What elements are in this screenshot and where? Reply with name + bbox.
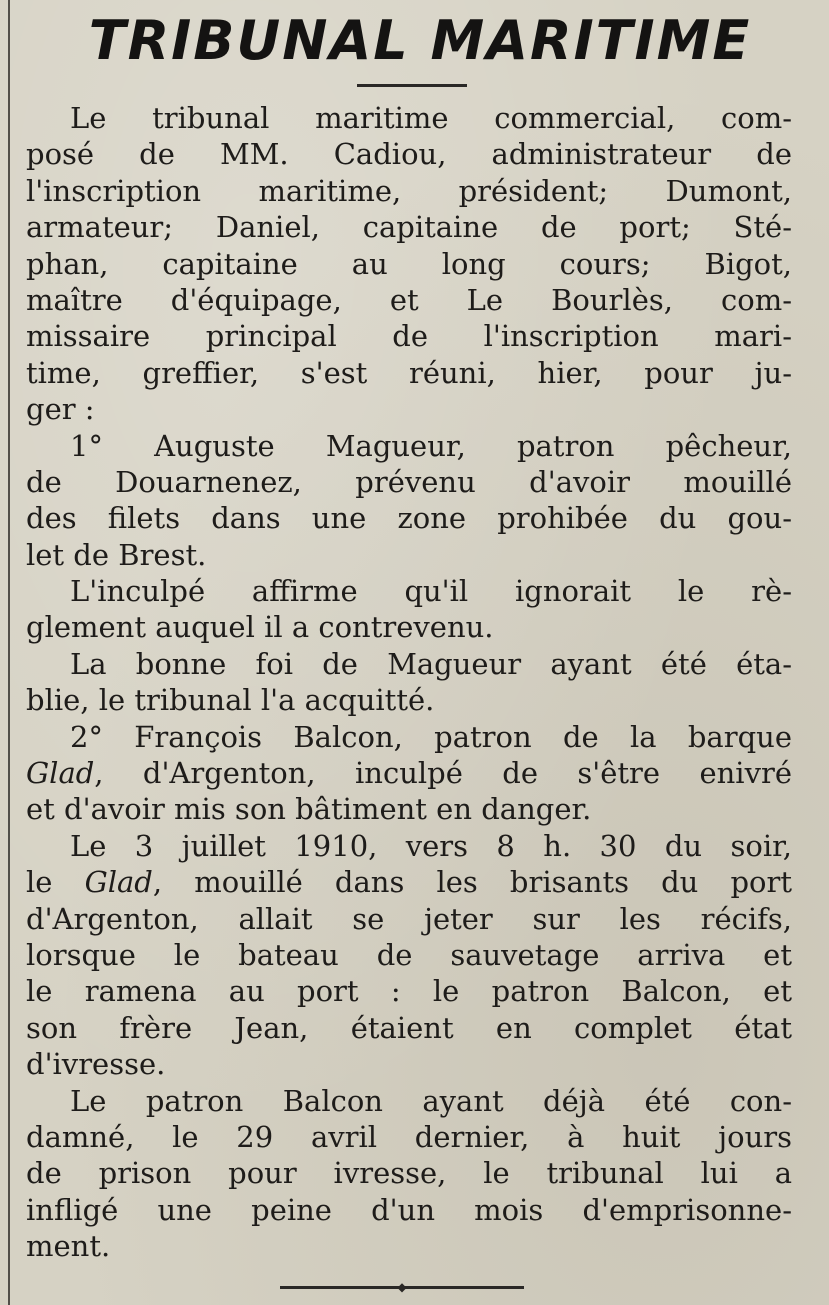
article-line: d'Argenton, allait se jeter sur les récifs, [26, 901, 792, 936]
article-line: posé de MM. Cadiou, administrateur de [26, 137, 792, 172]
article-line: missaire principal de l'inscription mari- [26, 319, 792, 354]
column-rule [8, 0, 10, 1305]
article-line: d'ivresse. [26, 1047, 166, 1082]
article-line: glement auquel il a contrevenu. [26, 610, 494, 645]
article-end-ornament: ◆ [397, 1280, 407, 1294]
article-line: L'inculpé affirme qu'il ignorait le rè- [70, 574, 792, 609]
article-headline: TRIBUNAL MARITIME [88, 9, 752, 72]
article-line: des filets dans une zone prohibée du gou- [26, 501, 792, 536]
article-line: ger : [26, 392, 95, 427]
article-line: Le 3 juillet 1910, vers 8 h. 30 du soir, [70, 828, 792, 863]
article-line: maître d'équipage, et Le Bourlès, com- [26, 282, 792, 317]
article-line: blie, le tribunal l'a acquitté. [26, 683, 435, 718]
article-line: damné, le 29 avril dernier, à huit jours [26, 1119, 792, 1154]
article-line: Glad, d'Argenton, inculpé de s'être enivré [26, 756, 792, 791]
article-line: de prison pour ivresse, le tribunal lui a [26, 1156, 792, 1191]
article-line: 1° Auguste Magueur, patron pêcheur, [70, 428, 792, 463]
article-line: phan, capitaine au long cours; Bigot, [26, 246, 792, 281]
article-line: Le patron Balcon ayant déjà été con- [70, 1083, 792, 1118]
article-line: de Douarnenez, prévenu d'avoir mouillé [26, 464, 792, 499]
article-line: infligé une peine d'un mois d'emprisonne- [26, 1192, 792, 1227]
article-line: lorsque le bateau de sauvetage arriva et [26, 937, 792, 972]
article-line: l'inscription maritime, président; Dumont, [26, 173, 792, 208]
article-line: son frère Jean, étaient en complet état [26, 1010, 792, 1045]
article-line: 2° François Balcon, patron de la barque [70, 719, 792, 754]
article-line: let de Brest. [26, 537, 207, 572]
article-line: ment. [26, 1229, 111, 1264]
article-line: time, greffier, s'est réuni, hier, pour ju- [26, 355, 792, 390]
article-line: le Glad, mouillé dans les brisants du port [26, 865, 792, 900]
article-line: La bonne foi de Magueur ayant été éta- [70, 646, 792, 681]
article-line: Le tribunal maritime commercial, com- [70, 101, 792, 135]
headline-rule [357, 84, 467, 87]
article-line: et d'avoir mis son bâtiment en danger. [26, 792, 592, 827]
article-body [26, 100, 792, 1265]
article-line: armateur; Daniel, capitaine de port; Sté- [26, 210, 792, 245]
article-line: le ramena au port : le patron Balcon, et [26, 974, 792, 1009]
